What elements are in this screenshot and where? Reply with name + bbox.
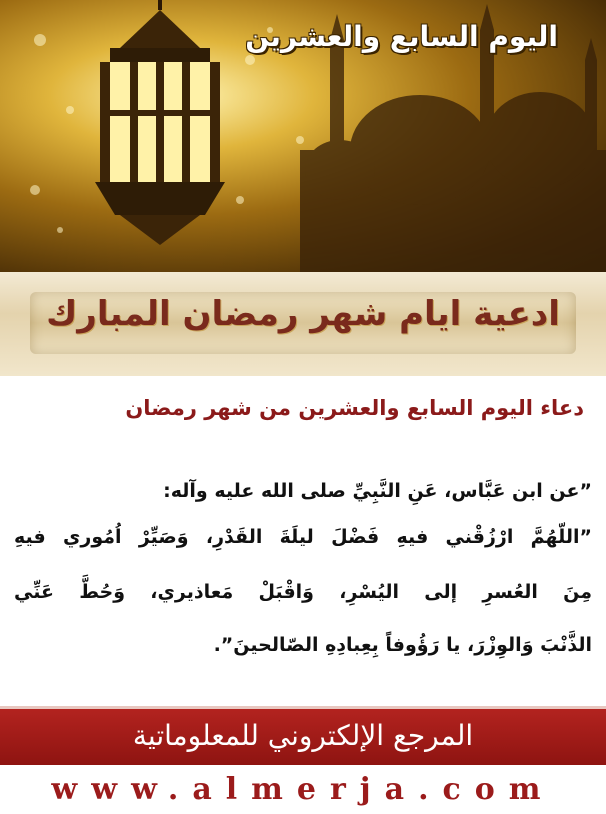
lantern-icon (95, 0, 225, 245)
dua-line: الذَّنْبَ وَالوِزْرَ، يا رَؤُوفاً بِعِبادِهِ الصّالحينَ”. (213, 634, 592, 656)
title-ribbon (0, 272, 606, 376)
ribbon-title: ادعية ايام شهر رمضان المبارك (46, 294, 560, 334)
dua-heading: دعاء اليوم السابع والعشرين من شهر رمضان (125, 396, 584, 420)
site-url[interactable]: www.almerja.com (51, 772, 555, 807)
dua-line: ”عن ابن عَبَّاس، عَنِ النَّبِيِّ صلى الله عليه وآله: (163, 480, 592, 502)
dua-line: ”اللّهُمَّ ارْزُقْني فيهِ فَضْلَ ليلَةَ القَدْرِ، وَصَيِّرْ اُمُوري فيهِ (14, 526, 592, 548)
dua-line: مِنَ العُسرِ إلى اليُسْرِ، وَاقْبَلْ مَعاذيري، وَحُطَّ عَنِّي (14, 581, 592, 603)
footer-brand: المرجع الإلكتروني للمعلوماتية (132, 719, 474, 752)
footer-band (0, 706, 606, 765)
dua-content (0, 376, 606, 706)
lantern-banner (0, 0, 606, 272)
day-title: اليوم السابع والعشرين (245, 20, 558, 53)
